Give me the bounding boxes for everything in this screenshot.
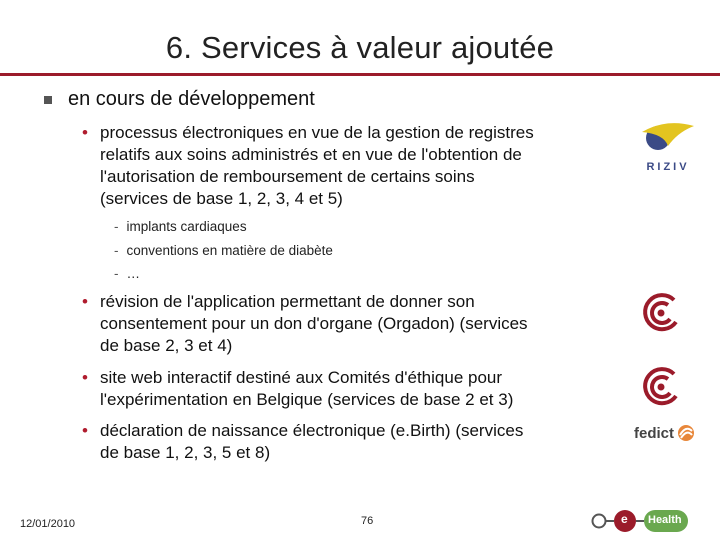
sub-item-text: implants cardiaques (126, 219, 247, 234)
level1-text: en cours de développement (68, 88, 315, 110)
bullet-1-line: l'autorisation de remboursement de certains soins (100, 167, 475, 186)
spiral-icon (640, 366, 682, 408)
square-bullet-icon (44, 96, 52, 104)
riziv-emblem-icon (636, 118, 700, 158)
bullet-2-line: de base 2, 3 et 4) (100, 336, 233, 355)
fedict-swirl-icon (676, 423, 696, 443)
bullet-1-line: (services de base 1, 2, 3, 4 et 5) (100, 189, 343, 208)
sub-item-text: conventions en matière de diabète (126, 243, 333, 258)
bullet-1-line: processus électroniques en vue de la gestion de registres (100, 123, 534, 142)
bullet-3-line: site web interactif destiné aux Comités d'éthique pour (100, 368, 503, 387)
fedict-logo (634, 420, 710, 446)
ehealth-health-text: Health (648, 514, 682, 526)
spiral-icon (640, 292, 682, 334)
dash-bullet-icon: - (114, 266, 119, 281)
footer-date: 12/01/2010 (20, 518, 76, 530)
title-underline (0, 73, 720, 76)
fedict-logo-text: fedict (634, 424, 675, 442)
bullet-2-line: révision de l'application permettant de donner son (100, 292, 475, 311)
bullet-item-4 (82, 420, 612, 464)
round-bullet-icon: • (82, 368, 88, 387)
slide-title: 6. Services à valeur ajoutée (165, 30, 555, 65)
federal-spiral-logo (640, 366, 682, 408)
sub-item-text: … (126, 266, 140, 281)
round-bullet-icon: • (82, 292, 88, 311)
bullet-1-line: relatifs aux soins administrés et en vue de l'obtention de (100, 145, 522, 164)
bullet-3-line: l'expérimentation en Belgique (services de base 2 et 3) (100, 390, 514, 409)
federal-spiral-logo (640, 292, 682, 334)
level1-item (44, 88, 315, 111)
riziv-logo-text: RIZIV (646, 161, 690, 173)
bullet-item-2 (82, 291, 612, 357)
sub-item (114, 243, 333, 258)
round-bullet-icon: • (82, 421, 88, 440)
dash-bullet-icon: - (114, 219, 119, 234)
bullet-2-line: consentement pour un don d'organe (Orgadon) (services (100, 314, 528, 333)
ehealth-logo (590, 508, 690, 534)
round-bullet-icon: • (82, 123, 88, 142)
ehealth-e-text: e (621, 512, 628, 526)
sub-item (114, 266, 140, 281)
sub-item (114, 219, 247, 234)
bullet-4-line: de base 1, 2, 3, 5 et 8) (100, 443, 271, 462)
riziv-logo (636, 118, 700, 174)
bullet-4-line: déclaration de naissance électronique (e.Birth) (services (100, 421, 524, 440)
bullet-item-3 (82, 367, 612, 411)
dash-bullet-icon: - (114, 243, 119, 258)
bullet-item-1 (82, 122, 612, 210)
page-number: 76 (361, 515, 374, 527)
